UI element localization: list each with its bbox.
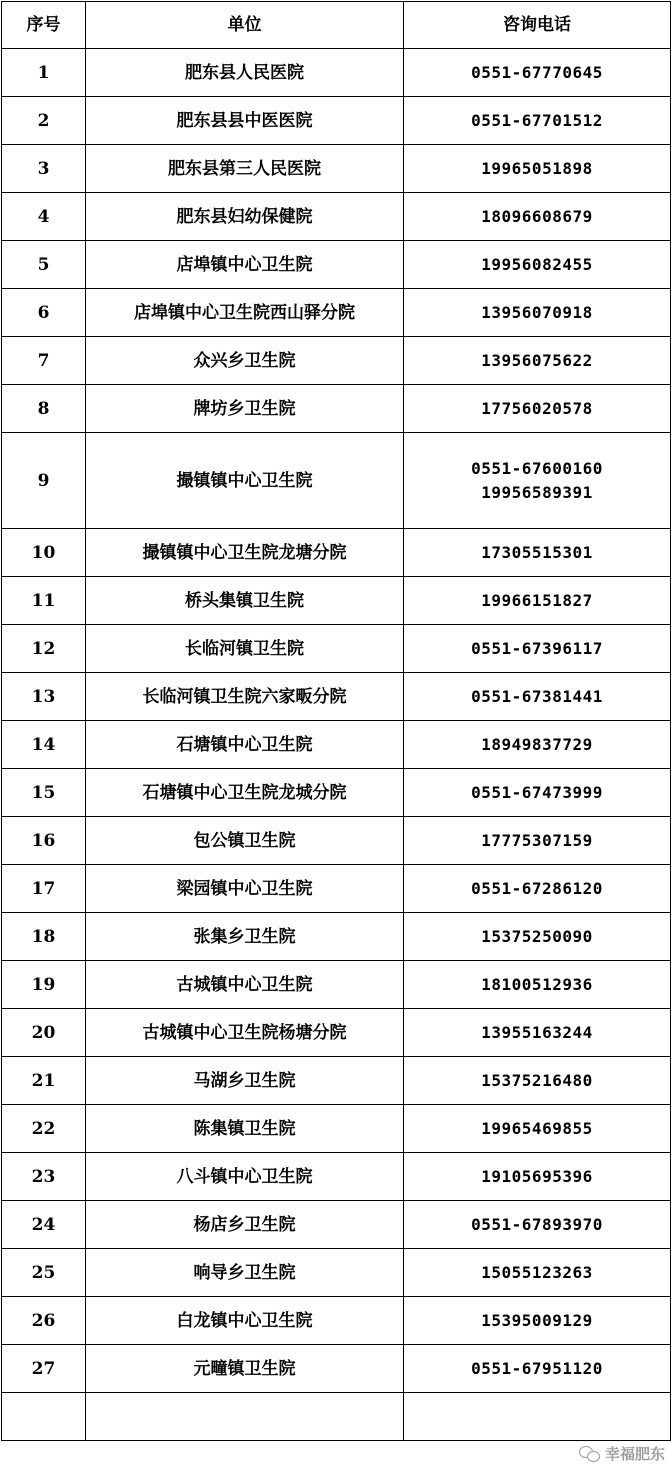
phone-number: 0551-67381441 — [471, 686, 603, 706]
unit-name: 元疃镇卫生院 — [86, 1345, 404, 1393]
row-number: 25 — [2, 1249, 86, 1297]
unit-name: 陈集镇卫生院 — [86, 1105, 404, 1153]
phone-number: 17756020578 — [481, 398, 593, 418]
unit-name: 撮镇镇中心卫生院龙塘分院 — [86, 529, 404, 577]
header-phone: 咨询电话 — [404, 2, 671, 49]
phone-number: 0551-67701512 — [471, 110, 603, 130]
unit-name: 肥东县人民医院 — [86, 49, 404, 97]
phone-number: 18100512936 — [481, 974, 593, 994]
unit-name: 梁园镇中心卫生院 — [86, 865, 404, 913]
phone-cell — [404, 337, 671, 385]
phone-cell — [404, 529, 671, 577]
phone-number: 19956082455 — [481, 254, 593, 274]
row-number: 24 — [2, 1201, 86, 1249]
header-no: 序号 — [2, 2, 86, 49]
wechat-icon — [579, 1446, 601, 1462]
phone-number: 15375216480 — [481, 1070, 593, 1090]
phone-number: 19965051898 — [481, 158, 593, 178]
table-row — [2, 433, 671, 529]
unit-name: 马湖乡卫生院 — [86, 1057, 404, 1105]
phone-cell — [404, 1153, 671, 1201]
row-number: 12 — [2, 625, 86, 673]
phone-cell — [404, 97, 671, 145]
phone-cell — [404, 817, 671, 865]
table-row — [2, 1297, 671, 1345]
empty-cell — [86, 1393, 404, 1441]
table-row — [2, 1057, 671, 1105]
unit-name: 八斗镇中心卫生院 — [86, 1153, 404, 1201]
phone-number: 17775307159 — [481, 830, 593, 850]
row-number: 27 — [2, 1345, 86, 1393]
row-number: 2 — [2, 97, 86, 145]
row-number: 8 — [2, 385, 86, 433]
table-row — [2, 625, 671, 673]
table-row — [2, 865, 671, 913]
watermark — [579, 1443, 665, 1464]
phone-cell — [404, 721, 671, 769]
table-row — [2, 1105, 671, 1153]
row-number: 5 — [2, 241, 86, 289]
table-row — [2, 913, 671, 961]
phone-cell — [404, 385, 671, 433]
unit-name: 肥东县县中医医院 — [86, 97, 404, 145]
unit-name: 牌坊乡卫生院 — [86, 385, 404, 433]
phone-cell — [404, 1249, 671, 1297]
watermark-text: 幸福肥东 — [604, 1445, 665, 1463]
phone-number: 19105695396 — [481, 1166, 593, 1186]
table-row — [2, 289, 671, 337]
table-row — [2, 769, 671, 817]
table-row — [2, 1201, 671, 1249]
phone-number: 0551-67473999 — [471, 782, 603, 802]
phone-cell — [404, 577, 671, 625]
hospital-contact-table — [1, 1, 671, 1441]
header-unit: 单位 — [86, 2, 404, 49]
row-number: 16 — [2, 817, 86, 865]
phone-cell — [404, 769, 671, 817]
row-number: 23 — [2, 1153, 86, 1201]
row-number: 6 — [2, 289, 86, 337]
empty-cell — [404, 1393, 671, 1441]
empty-cell — [2, 1393, 86, 1441]
table-row — [2, 145, 671, 193]
unit-name: 肥东县第三人民医院 — [86, 145, 404, 193]
table-row — [2, 241, 671, 289]
table-row — [2, 961, 671, 1009]
unit-name: 众兴乡卫生院 — [86, 337, 404, 385]
unit-name: 古城镇中心卫生院杨塘分院 — [86, 1009, 404, 1057]
unit-name: 张集乡卫生院 — [86, 913, 404, 961]
row-number: 7 — [2, 337, 86, 385]
table-row — [2, 673, 671, 721]
phone-number: 13956075622 — [481, 350, 593, 370]
row-number: 3 — [2, 145, 86, 193]
table-row — [2, 385, 671, 433]
row-number: 1 — [2, 49, 86, 97]
phone-number: 15375250090 — [481, 926, 593, 946]
phone-number: 18949837729 — [481, 734, 593, 754]
table-row — [2, 1153, 671, 1201]
row-number: 22 — [2, 1105, 86, 1153]
phone-number: 18096608679 — [481, 206, 593, 226]
phone-cell — [404, 1057, 671, 1105]
table-row — [2, 193, 671, 241]
phone-cell — [404, 49, 671, 97]
row-number: 4 — [2, 193, 86, 241]
phone-number: 0551-67770645 — [471, 62, 603, 82]
table-row — [2, 577, 671, 625]
phone-number: 19966151827 — [481, 590, 593, 610]
phone-number: 0551-67951120 — [471, 1358, 603, 1378]
unit-name: 石塘镇中心卫生院 — [86, 721, 404, 769]
unit-name: 杨店乡卫生院 — [86, 1201, 404, 1249]
unit-name: 包公镇卫生院 — [86, 817, 404, 865]
unit-name: 撮镇镇中心卫生院 — [86, 433, 404, 529]
phone-number: 0551-67286120 — [471, 878, 603, 898]
unit-name: 古城镇中心卫生院 — [86, 961, 404, 1009]
phone-number: 15395009129 — [481, 1310, 593, 1330]
phone-number: 0551-67893970 — [471, 1214, 603, 1234]
row-number: 20 — [2, 1009, 86, 1057]
unit-name: 长临河镇卫生院 — [86, 625, 404, 673]
unit-name: 桥头集镇卫生院 — [86, 577, 404, 625]
unit-name: 白龙镇中心卫生院 — [86, 1297, 404, 1345]
unit-name: 店埠镇中心卫生院 — [86, 241, 404, 289]
phone-number: 17305515301 — [481, 542, 593, 562]
table-row — [2, 1345, 671, 1393]
table-row — [2, 721, 671, 769]
row-number: 18 — [2, 913, 86, 961]
row-number: 14 — [2, 721, 86, 769]
unit-name: 石塘镇中心卫生院龙城分院 — [86, 769, 404, 817]
row-number: 13 — [2, 673, 86, 721]
row-number: 26 — [2, 1297, 86, 1345]
phone-number: 13955163244 — [481, 1022, 593, 1042]
table-row — [2, 49, 671, 97]
row-number: 11 — [2, 577, 86, 625]
phone-cell — [404, 289, 671, 337]
unit-name: 店埠镇中心卫生院西山驿分院 — [86, 289, 404, 337]
table-row — [2, 817, 671, 865]
row-number: 10 — [2, 529, 86, 577]
phone-cell — [404, 1345, 671, 1393]
unit-name: 肥东县妇幼保健院 — [86, 193, 404, 241]
phone-cell — [404, 1105, 671, 1153]
phone-cell — [404, 673, 671, 721]
table-row — [2, 529, 671, 577]
phone-cell — [404, 1009, 671, 1057]
table-header-row — [2, 2, 671, 49]
phone-cell — [404, 1297, 671, 1345]
phone-cell — [404, 433, 671, 529]
row-number: 15 — [2, 769, 86, 817]
phone-cell — [404, 865, 671, 913]
unit-name: 响导乡卫生院 — [86, 1249, 404, 1297]
phone-cell — [404, 193, 671, 241]
phone-number: 0551-67600160 — [471, 458, 603, 478]
table-row — [2, 1009, 671, 1057]
phone-number: 15055123263 — [481, 1262, 593, 1282]
phone-number: 0551-67396117 — [471, 638, 603, 658]
table-row — [2, 1249, 671, 1297]
row-number: 17 — [2, 865, 86, 913]
unit-name: 长临河镇卫生院六家畈分院 — [86, 673, 404, 721]
row-number: 9 — [2, 433, 86, 529]
phone-number: 13956070918 — [481, 302, 593, 322]
phone-cell — [404, 1201, 671, 1249]
empty-row — [2, 1393, 671, 1441]
table-row — [2, 97, 671, 145]
phone-cell — [404, 913, 671, 961]
phone-number: 19956589391 — [481, 482, 593, 502]
phone-cell — [404, 241, 671, 289]
phone-cell — [404, 961, 671, 1009]
phone-number: 19965469855 — [481, 1118, 593, 1138]
phone-cell — [404, 625, 671, 673]
table-body — [2, 49, 671, 1441]
phone-cell — [404, 145, 671, 193]
row-number: 19 — [2, 961, 86, 1009]
table-row — [2, 337, 671, 385]
row-number: 21 — [2, 1057, 86, 1105]
